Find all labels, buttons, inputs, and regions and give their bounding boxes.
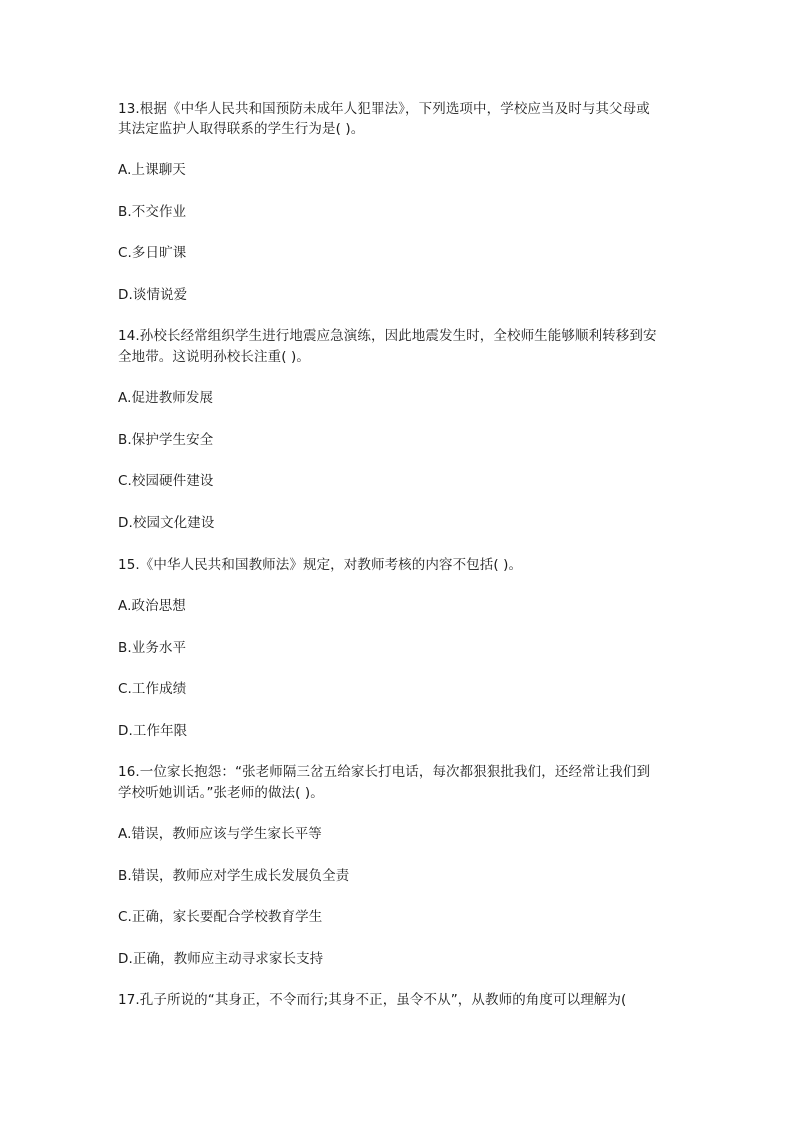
question-16-option-b: B.错误，教师应对学生成长发展负全责 (118, 868, 350, 884)
question-13-stem-line-2: 其法定监护人取得联系的学生行为是( )。 (118, 121, 365, 137)
question-17-stem-line-1: 17.孔子所说的“其身正，不令而行;其身不正，虽令不从”，从教师的角度可以理解为( (118, 992, 627, 1008)
question-14-option-d: D.校园文化建设 (118, 515, 215, 531)
question-14-option-a: A.促进教师发展 (118, 390, 214, 406)
question-15-option-b: B.业务水平 (118, 640, 187, 656)
question-13-option-d: D.谈情说爱 (118, 287, 188, 303)
question-13-option-b: B.不交作业 (118, 204, 187, 220)
question-16-stem-line-1: 16.一位家长抱怨：“张老师隔三岔五给家长打电话，每次都狠狠批我们，还经常让我们到 (118, 764, 651, 780)
question-16-option-c: C.正确，家长要配合学校教育学生 (118, 909, 323, 925)
question-15-option-c: C.工作成绩 (118, 681, 187, 697)
question-13-option-c: C.多日旷课 (118, 245, 187, 261)
question-16-option-a: A.错误，教师应该与学生家长平等 (118, 826, 322, 842)
question-14-stem-line-2: 全地带。这说明孙校长注重( )。 (118, 349, 310, 365)
question-13-stem-line-1: 13.根据《中华人民共和国预防未成年人犯罪法》，下列选项中，学校应当及时与其父母或 (118, 101, 650, 117)
question-14-option-c: C.校园硬件建设 (118, 473, 214, 489)
question-16-option-d: D.正确，教师应主动寻求家长支持 (118, 951, 324, 967)
question-14-option-b: B.保护学生安全 (118, 432, 214, 448)
question-14-stem-line-1: 14.孙校长经常组织学生进行地震应急演练，因此地震发生时，全校师生能够顺利转移到安 (118, 328, 657, 344)
question-15-stem-line-1: 15.《中华人民共和国教师法》规定，对教师考核的内容不包括( )。 (118, 557, 523, 573)
question-13-option-a: A.上课聊天 (118, 162, 186, 178)
question-15-option-d: D.工作年限 (118, 723, 188, 739)
question-16-stem-line-2: 学校听她训话。”张老师的做法( )。 (118, 785, 324, 801)
question-15-option-a: A.政治思想 (118, 598, 186, 614)
